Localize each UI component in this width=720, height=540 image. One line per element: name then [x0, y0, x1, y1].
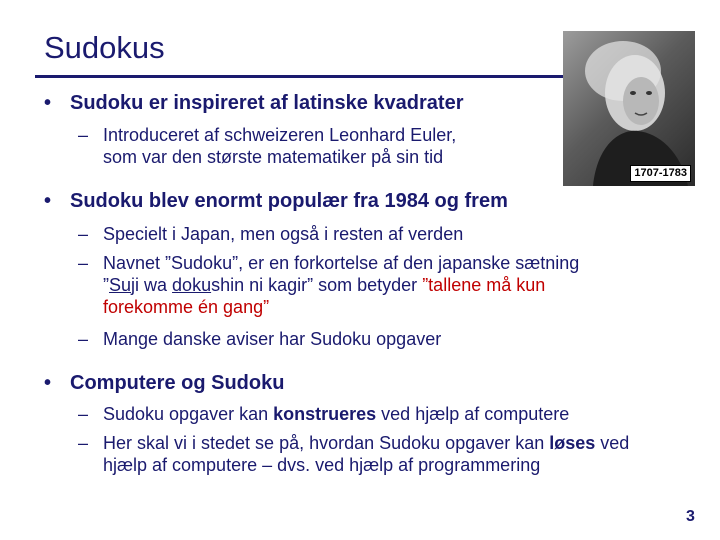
bullet-marker: • [44, 92, 52, 114]
subbullet-japan [78, 223, 464, 245]
subbullet-construct [78, 403, 570, 425]
portrait-caption: 1707-1783 [630, 165, 691, 182]
portrait-image [563, 31, 695, 186]
subbullet-text: ved hjælp af computere [376, 404, 570, 424]
subbullet-marker: – [78, 329, 89, 349]
emphasis-constructed: konstrueres [273, 404, 377, 424]
subbullet-line: hjælp af computere – dvs. ved hjælp af programmering [103, 455, 541, 475]
subbullet-line [103, 274, 579, 296]
highlight-meaning-cont: forekomme én gang” [103, 297, 270, 317]
subbullet-text: Specielt i Japan, men også i resten af verden [103, 224, 464, 244]
subbullet-text: Her skal vi i stedet se på, hvordan Sudoku opgaver kan [103, 433, 550, 453]
bullet-latin-squares [44, 92, 464, 115]
subbullet-text: ved [595, 433, 630, 453]
underlined-doku: doku [172, 275, 212, 295]
subbullet-marker: – [78, 433, 89, 453]
subbullet-marker: – [78, 224, 89, 244]
subbullet-text: Mange danske aviser har Sudoku opgaver [103, 329, 442, 349]
phrase-text: ji wa [131, 275, 173, 295]
subbullet-marker: – [78, 404, 89, 424]
subbullet-marker: – [78, 253, 89, 273]
bullet-text: Computere og Sudoku [70, 372, 285, 394]
bullet-text: Sudoku er inspireret af latinske kvadrater [70, 92, 464, 114]
subbullet-name-origin [78, 252, 580, 318]
subbullet-line: Navnet ”Sudoku”, er en forkortelse af den japanske sætning [103, 253, 580, 273]
phrase-text: shin ni kagir” som betyder [211, 275, 423, 295]
subbullet-text: Sudoku opgaver kan [103, 404, 274, 424]
bullet-text: Sudoku blev enormt populær fra 1984 og frem [70, 190, 508, 212]
bullet-marker: • [44, 190, 52, 212]
bullet-popularity [44, 190, 508, 213]
subbullet-marker: – [78, 125, 89, 145]
slide-title: Sudokus [44, 30, 165, 65]
highlight-meaning: ”tallene må kun [422, 275, 546, 295]
subbullet-line: Introduceret af schweizeren Leonhard Euler, [103, 125, 457, 145]
euler-portrait [563, 31, 695, 186]
bullet-computers [44, 372, 285, 395]
subbullet-euler [78, 124, 457, 168]
quote-mark: ” [103, 275, 109, 295]
subbullet-newspapers [78, 328, 442, 350]
bullet-marker: • [44, 372, 52, 394]
title-underline [35, 75, 565, 78]
emphasis-solved: løses [549, 433, 596, 453]
page-number: 3 [686, 508, 695, 525]
underlined-su: Su [109, 275, 132, 295]
subbullet-line [103, 432, 629, 454]
subbullet-solve [78, 432, 630, 476]
subbullet-line: som var den største matematiker på sin tid [103, 147, 444, 167]
